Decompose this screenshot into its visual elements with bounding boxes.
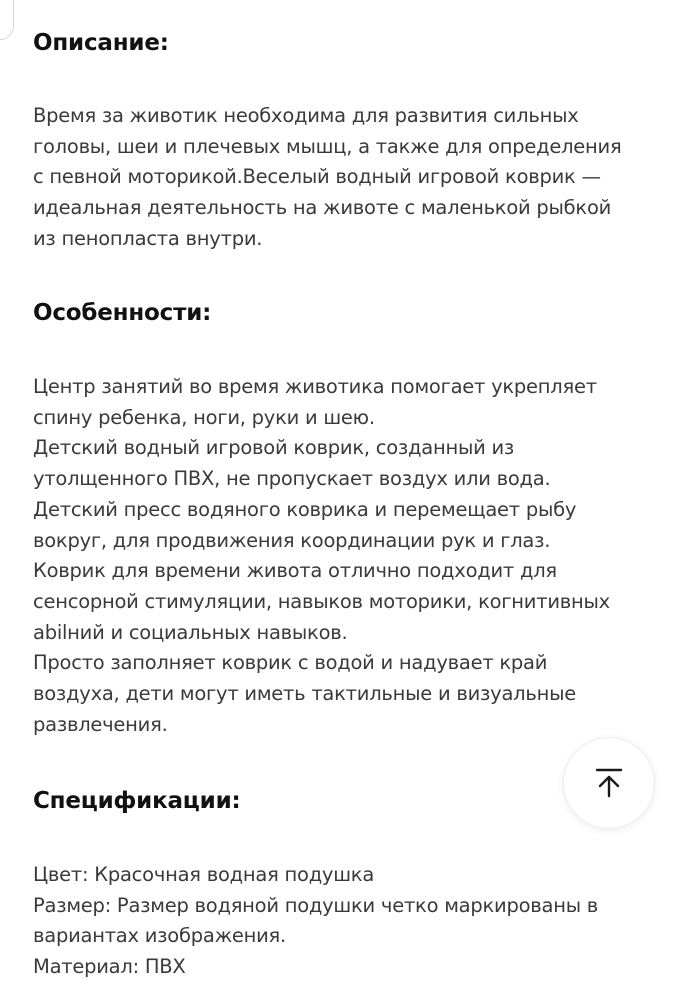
features-line: вокруг, для продвижения координации рук и глаз. <box>33 528 551 552</box>
scroll-to-top-button[interactable] <box>563 737 655 829</box>
features-line: развлечения. <box>33 712 168 736</box>
features-line: спину ребенка, ноги, руки и шею. <box>33 405 375 429</box>
features-line: Коврик для времени живота отлично подходит для <box>33 559 557 583</box>
arrow-up-to-top-icon <box>594 767 624 799</box>
spec-size-line: Размер: Размер водяной подушки четко маркированы в <box>33 893 599 917</box>
description-line: головы, шеи и плечевых мышц, а также для определения <box>33 134 622 158</box>
features-line: abilний и социальных навыков. <box>33 620 348 644</box>
features-line: Детский пресс водяного коврика и перемещает рыбу <box>33 497 577 521</box>
description-heading: Описание: <box>33 30 169 56</box>
features-text <box>33 372 610 740</box>
features-line: Детский водный игровой коврик, созданный из <box>33 436 515 460</box>
features-line: Центр занятий во время животика помогает укрепляет <box>33 375 597 398</box>
spec-material-line: Материал: ПВХ <box>33 955 186 979</box>
spec-size-line-cont: вариантах изображения. <box>33 924 286 948</box>
description-text <box>33 101 621 255</box>
features-line: воздуха, дети могут иметь тактильные и визуальные <box>33 682 576 706</box>
description-line: из пенопласта внутри. <box>33 226 263 250</box>
features-line: сенсорной стимуляции, навыков моторики, когнитивных <box>33 589 610 613</box>
specifications-heading: Спецификации: <box>33 788 241 814</box>
features-heading: Особенности: <box>33 300 212 326</box>
previous-panel-edge <box>0 0 14 40</box>
description-line: Время за животик необходима для развития сильных <box>33 104 579 127</box>
description-line: идеальная деятельность на животе с маленькой рыбкой <box>33 196 612 220</box>
spec-color-line: Цвет: Красочная водная подушка <box>33 863 375 886</box>
description-line: с певной моторикой.Веселый водный игровой коврик — <box>33 165 601 189</box>
specifications-text <box>33 860 598 983</box>
features-line: Просто заполняет коврик с водой и надувает край <box>33 651 548 675</box>
features-line: утолщенного ПВХ, не пропускает воздух или вода. <box>33 467 551 491</box>
